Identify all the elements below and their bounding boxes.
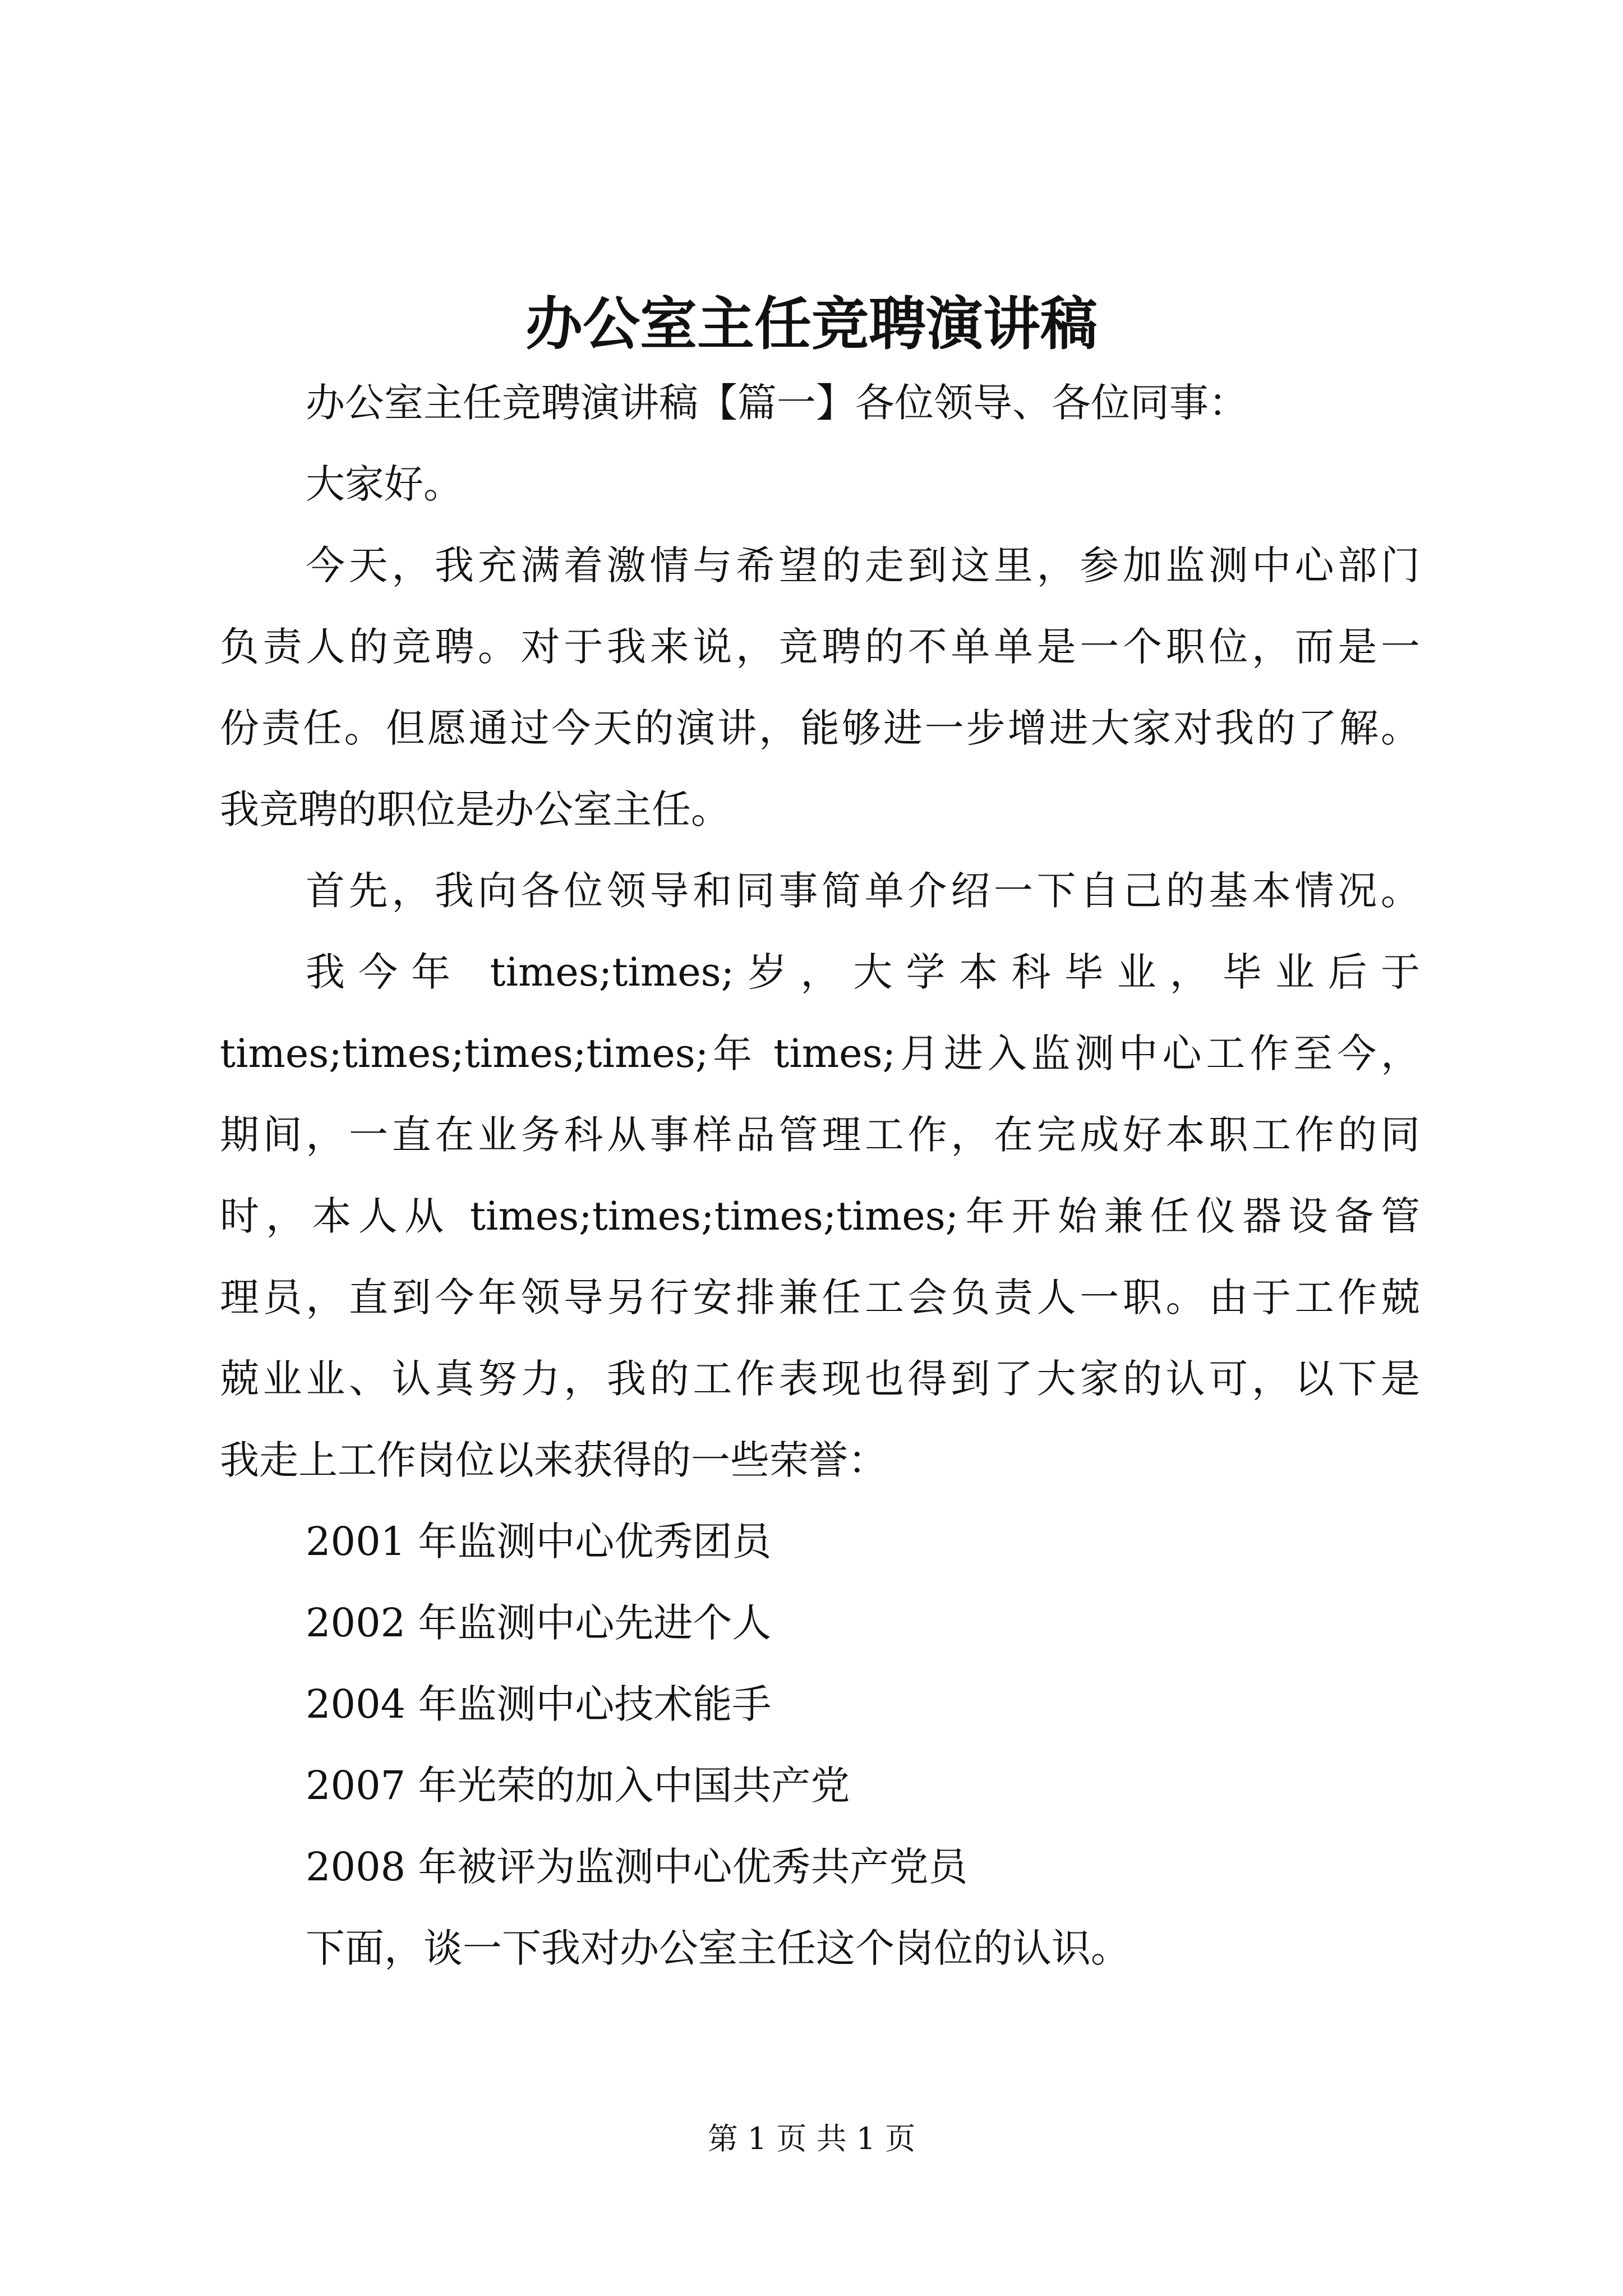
document-title: 办公室主任竞聘演讲稿 <box>525 291 1098 358</box>
paragraph-line: 我走上工作岗位以来获得的一些荣誉： <box>220 1437 887 1483</box>
paragraph-line: 期间，一直在业务科从事样品管理工作，在完成好本职工作的同 <box>220 1112 1420 1158</box>
paragraph-line: 大家好。 <box>306 461 463 507</box>
honor-list-item: 2007 年光荣的加入中国共产党 <box>306 1763 850 1809</box>
paragraph-line: 兢业业、认真努力，我的工作表现也得到了大家的认可，以下是 <box>220 1356 1420 1402</box>
paragraph-line: 理员，直到今年领导另行安排兼任工会负责人一职。由于工作兢 <box>220 1274 1420 1320</box>
paragraph-line: 我今年 times;times;岁，大学本科毕业，毕业后于 <box>306 949 1420 995</box>
paragraph-line: 份责任。但愿通过今天的演讲，能够进一步增进大家对我的了解。 <box>220 705 1420 751</box>
paragraph-line: 首先，我向各位领导和同事简单介绍一下自己的基本情况。 <box>306 868 1420 914</box>
paragraph-line: 我竞聘的职位是办公室主任。 <box>220 786 730 832</box>
paragraph-line: 下面，谈一下我对办公室主任这个岗位的认识。 <box>306 1925 1130 1971</box>
honor-list-item: 2004 年监测中心技术能手 <box>306 1681 772 1727</box>
paragraph-line: 时，本人从 times;times;times;times;年开始兼任仪器设备管 <box>220 1193 1420 1239</box>
paragraph-line: 办公室主任竞聘演讲稿【篇一】各位领导、各位同事： <box>306 380 1248 426</box>
paragraph-line: 今天，我充满着激情与希望的走到这里，参加监测中心部门 <box>306 542 1420 588</box>
page-footer: 第 1 页 共 1 页 <box>707 2121 916 2156</box>
honor-list-item: 2002 年监测中心先进个人 <box>306 1600 772 1646</box>
paragraph-line: 负责人的竞聘。对于我来说，竞聘的不单单是一个职位，而是一 <box>220 624 1420 670</box>
paragraph-line: times;times;times;times;年 times;月进入监测中心工作至今， <box>220 1030 1420 1076</box>
honor-list-item: 2001 年监测中心优秀团员 <box>306 1519 772 1565</box>
honor-list-item: 2008 年被评为监测中心优秀共产党员 <box>306 1844 968 1890</box>
